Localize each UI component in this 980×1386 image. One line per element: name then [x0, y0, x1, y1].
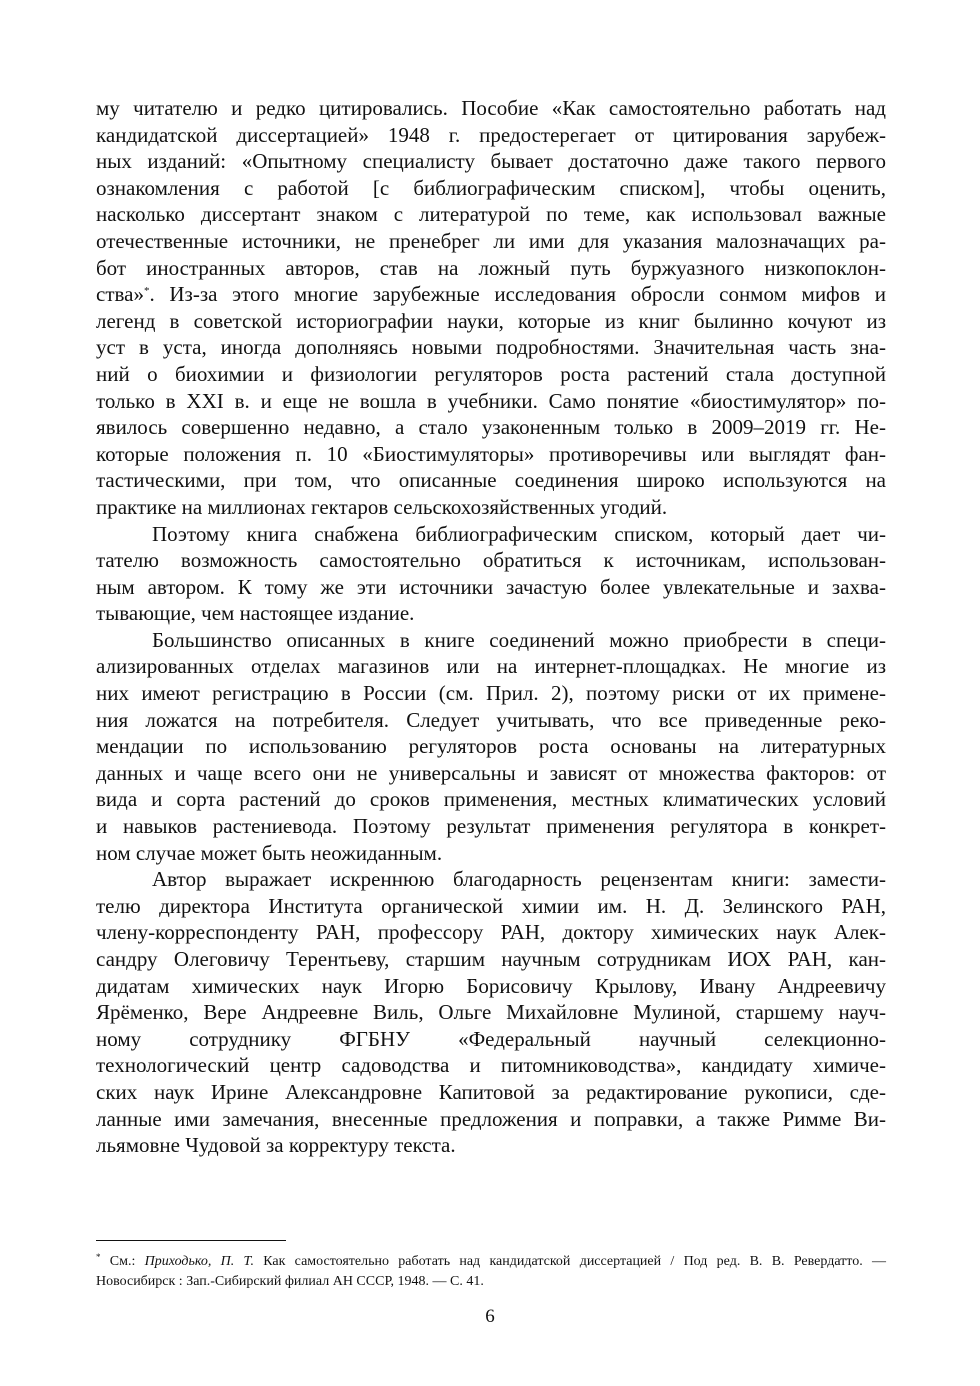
footnote-reference: *: [143, 285, 150, 298]
text-fragment: . Из-за этого многие зарубежные исследования обросли сонмом мифов и: [149, 282, 886, 307]
footnote-citation: Как самостоятельно работать над кандидатской диссертацией / Под ред. В. В. Ревердатто. —: [253, 1254, 886, 1269]
text-line: ний о биохимии и физиологии регуляторов роста растений стала доступной: [96, 361, 886, 386]
paragraph: [96, 521, 886, 627]
text-line: Поэтому книга снабжена библиографическим списком, который дает чи-: [152, 521, 886, 546]
text-line: льямовне Чудовой за корректуру текста.: [96, 1133, 456, 1158]
paragraph: [96, 627, 886, 866]
paragraph: [96, 95, 886, 521]
footnote-prefix: См.:: [100, 1254, 145, 1269]
text-line: сандру Олеговичу Терентьеву, старшим научным сотрудникам ИОХ РАН, кан-: [96, 947, 886, 971]
text-line: технологический центр садоводства и питомниководства», кандидату химиче-: [96, 1053, 886, 1078]
text-line: Ярёменко, Вере Андреевне Виль, Ольге Михайловне Мулиной, старшему науч-: [96, 1000, 886, 1025]
text-line: ализированных отделах магазинов или на интернет-площадках. Не многие из: [96, 654, 886, 679]
text-line: ном случае может быть неожиданным.: [96, 840, 443, 865]
text-line: члену-корреспонденту РАН, профессору РАН, доктору химических наук Алек-: [96, 920, 886, 945]
text-line: практике на миллионах гектаров сельскохозяйственных угодий.: [96, 494, 668, 519]
text-line: Автор выражает искреннюю благодарность рецензентам книги: замести-: [152, 867, 886, 892]
text-line: которые положения п. 10 «Биостимуляторы» противоречивы или выглядят фан-: [96, 441, 886, 466]
text-line: тастическими, при том, что описанные соединения широко используются на: [96, 468, 886, 493]
text-line: них имеют регистрацию в России (см. Прил. 2), поэтому риски от их примене-: [96, 681, 886, 706]
text-line: ному сотруднику ФГБНУ «Федеральный научный селекционно-: [96, 1026, 886, 1051]
text-line: ланные ими замечания, внесенные предложения и поправки, а также Римме Ви-: [96, 1106, 886, 1131]
text-line: насколько диссертант знаком с литературой по теме, как использовал важные: [96, 202, 886, 227]
text-line: бот иностранных авторов, став на ложный путь буржуазного низкопоклон-: [96, 255, 886, 280]
text-line: тывающие, чем настоящее издание.: [96, 601, 415, 626]
text-line: ских наук Ирине Александровне Капитовой за редактирование рукописи, сде-: [96, 1079, 886, 1104]
text-line: ния ложатся на потребителя. Следует учитывать, что все приведенные реко-: [96, 707, 886, 732]
text-fragment: ства»: [96, 282, 144, 307]
paragraph: [96, 866, 886, 1159]
text-line: ным автором. К тому же эти источники зачастую более увлекательные и захва-: [96, 574, 886, 599]
footnote-line-1: [96, 1252, 886, 1272]
text-line: и навыков растениевода. Поэтому результат применения регулятора в конкрет-: [96, 814, 886, 839]
text-line: му читателю и редко цитировались. Пособие «Как самостоятельно работать над: [96, 96, 886, 120]
text-line: данных и чаще всего они не универсальны и зависят от множества факторов: от: [96, 760, 886, 785]
text-line: ных изданий: «Опытному специалисту бывает достаточно даже такого первого: [96, 149, 886, 174]
text-line: мендации по использованию регуляторов роста основаны на литературных: [96, 734, 886, 759]
text-line: уст в уста, иногда дополняясь новыми подробностями. Значительная часть зна-: [96, 335, 886, 360]
text-line: [96, 281, 886, 308]
text-line: дидатам химических наук Игорю Борисовичу Крылову, Ивану Андреевичу: [96, 973, 886, 998]
footnote: [96, 1252, 886, 1292]
text-line: только в XXI в. и еще не вошла в учебники. Само понятие «биостимулятор» по-: [96, 388, 886, 413]
text-line: явилось совершенно недавно, а стало узаконенным только в 2009–2019 гг. Не-: [96, 415, 886, 440]
text-line: отечественные источники, не пренебрег ли ими для указания малозначащих ра-: [96, 228, 886, 253]
footnote-line-2: Новосибирск : Зап.-Сибирский филиал АН СССР, 1948. — С. 41.: [96, 1274, 484, 1289]
footnote-marker: *: [96, 1252, 101, 1262]
footnote-author: Приходько, П. Т.: [144, 1254, 254, 1269]
text-line: вида и сорта растений до сроков применения, местных климатических условий: [96, 787, 886, 812]
page-number: 6: [485, 1306, 495, 1327]
text-line: кандидатской диссертацией» 1948 г. предостерегает от цитирования зарубеж-: [96, 122, 886, 147]
text-line: телю директора Института органической химии им. Н. Д. Зелинского РАН,: [96, 893, 886, 918]
text-line: тателю возможность самостоятельно обратиться к источникам, использован-: [96, 548, 886, 573]
text-line: легенд в советской историографии науки, которые из книг былинно кочуют из: [96, 308, 886, 333]
text-line: ознакомления с работой [с библиографическим списком], чтобы оценить,: [96, 175, 886, 200]
footnote-separator: [96, 1240, 286, 1241]
text-line: Большинство описанных в книге соединений можно приобрести в специ-: [152, 627, 886, 652]
main-text: [96, 95, 886, 1159]
